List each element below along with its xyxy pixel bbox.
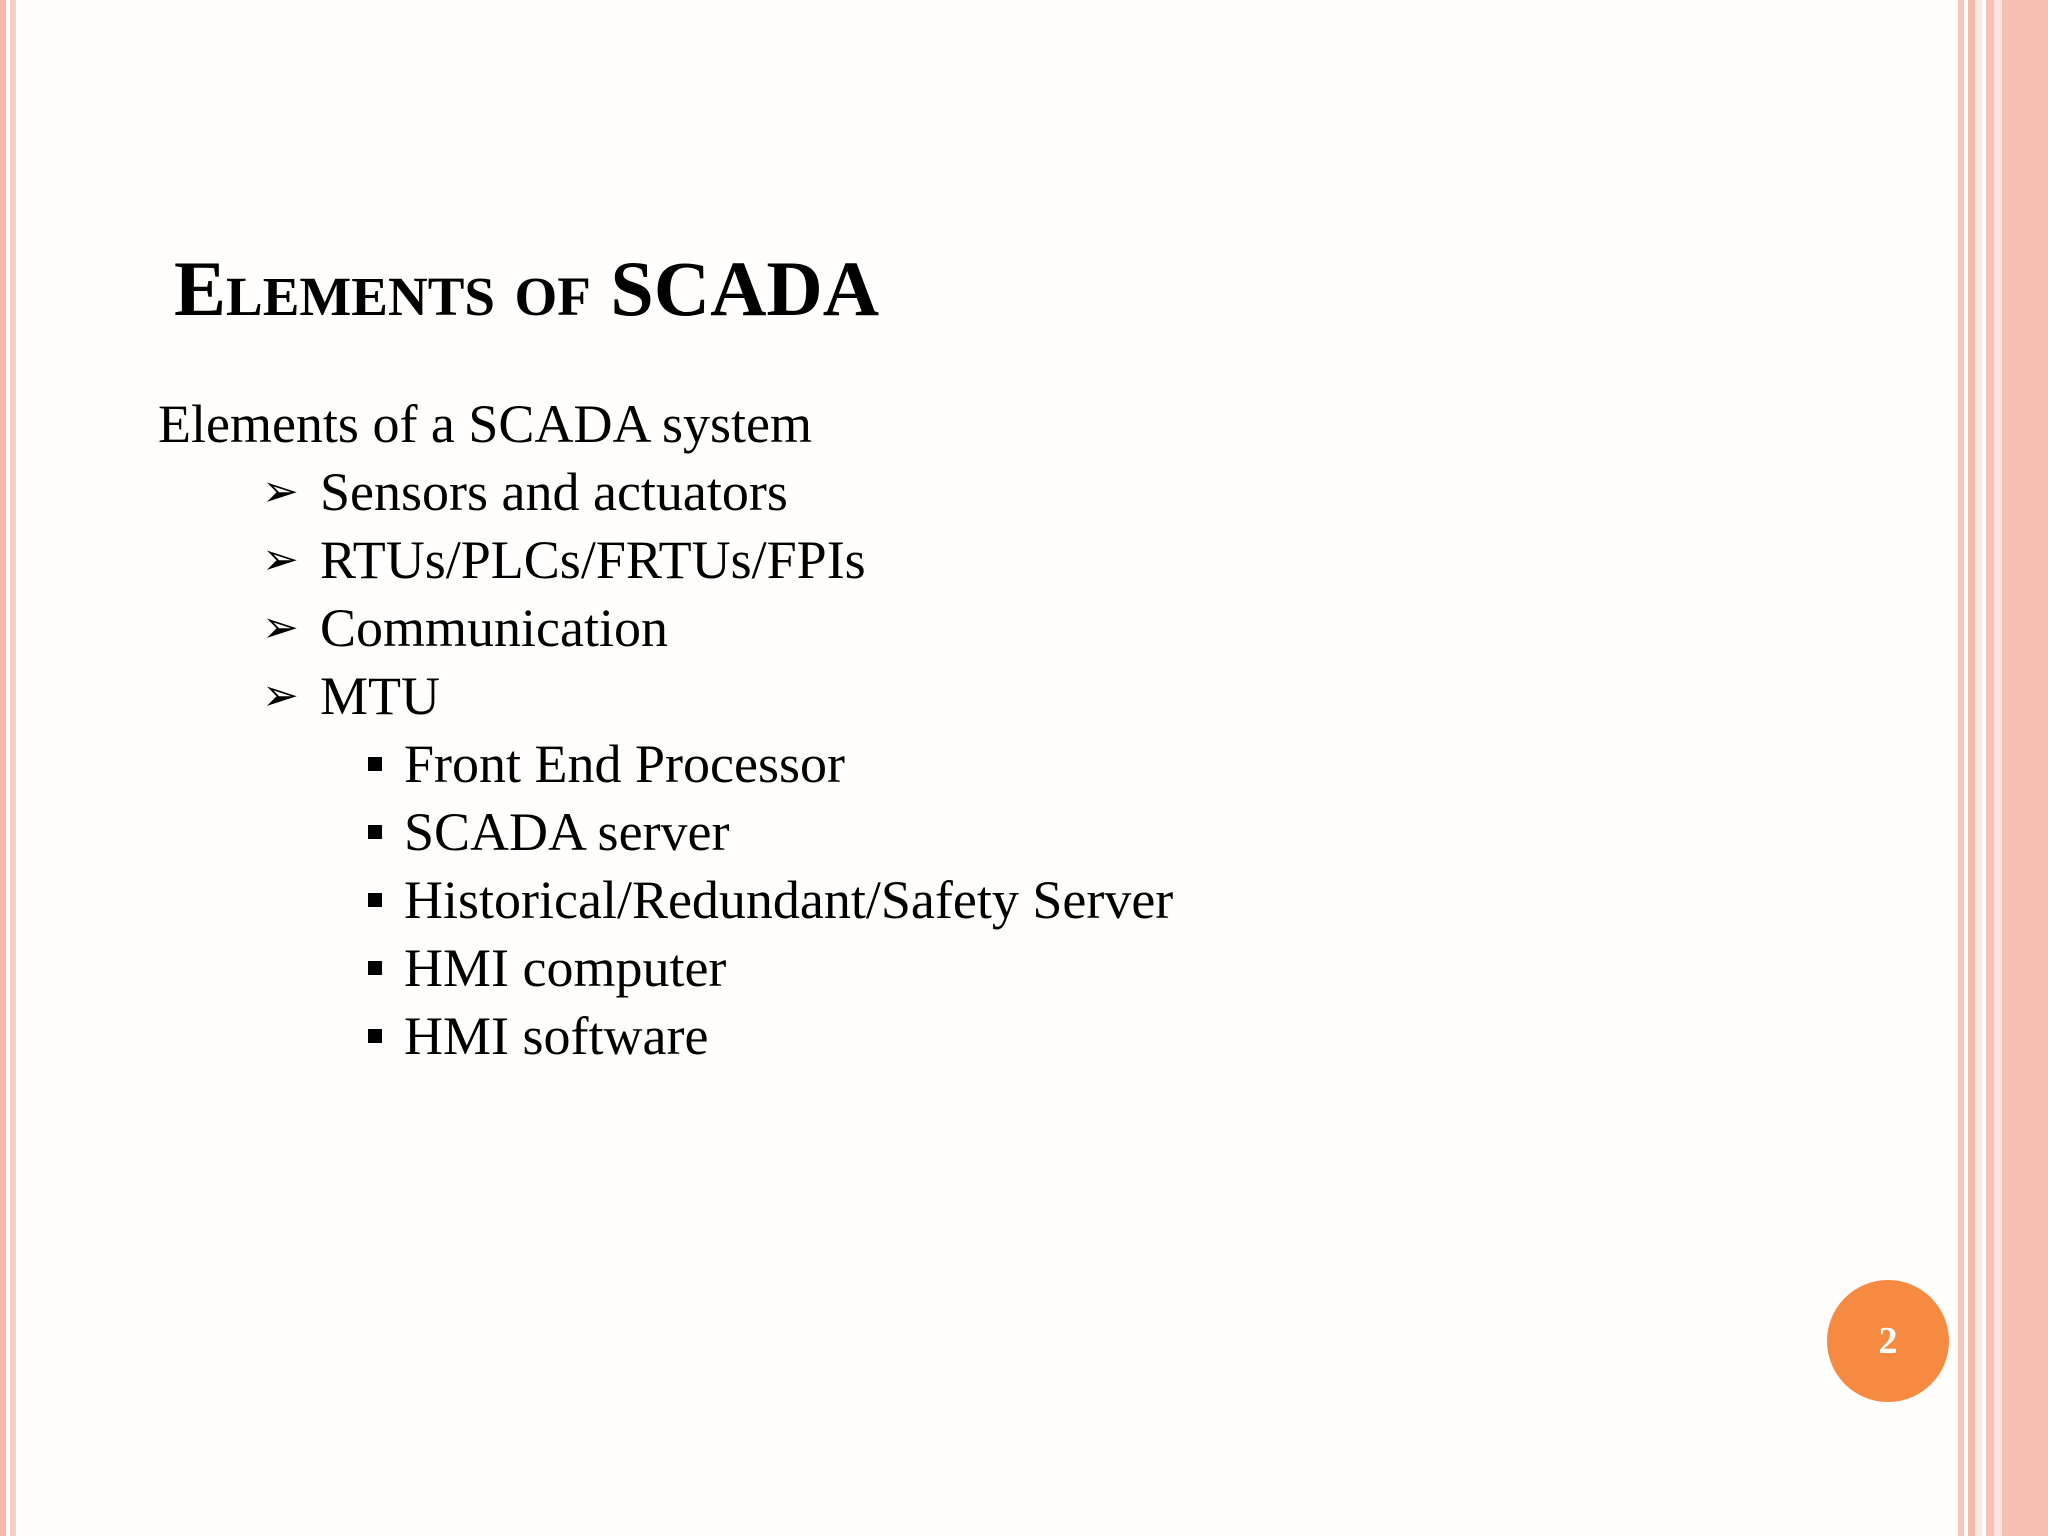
arrowhead-bullet-icon: ➢ [262,602,299,653]
list-item [366,1002,1173,1070]
left-border-inner [10,0,16,1536]
right-stripe [1958,0,1964,1536]
list-item-label: Communication [320,598,668,658]
level1-list [262,458,866,730]
page-number-badge [1827,1280,1949,1402]
right-stripe [2002,0,2048,1536]
list-item [366,934,1173,1002]
list-item-label: RTUs/PLCs/FRTUs/FPIs [320,530,866,590]
right-stripe [1986,0,1994,1536]
square-bullet-icon [368,825,382,839]
list-item-label: SCADA server [404,802,730,862]
list-item-label: Sensors and actuators [320,462,788,522]
list-item [366,730,1173,798]
list-item [262,526,866,594]
right-stripe [1975,0,1982,1536]
list-item-label: HMI computer [404,938,727,998]
square-bullet-icon [368,757,382,771]
slide-title: Elements of SCADA [174,245,880,332]
square-bullet-icon [368,1029,382,1043]
list-item [262,662,866,730]
right-stripe [1994,0,2002,1536]
right-stripe [1968,0,1975,1536]
level2-list [366,730,1173,1070]
page-number: 2 [1878,1320,1898,1362]
arrowhead-bullet-icon: ➢ [262,670,299,721]
square-bullet-icon [368,961,382,975]
list-item-label: MTU [320,666,440,726]
intro-text: Elements of a SCADA system [158,394,812,454]
left-border-outer [0,0,6,1536]
list-item [366,866,1173,934]
list-item [262,594,866,662]
arrowhead-bullet-icon: ➢ [262,534,299,585]
list-item-label: Front End Processor [404,734,845,794]
arrowhead-bullet-icon: ➢ [262,466,299,517]
list-item [262,458,866,526]
square-bullet-icon [368,893,382,907]
list-item [366,798,1173,866]
list-item-label: Historical/Redundant/Safety Server [404,870,1174,930]
list-item-label: HMI software [404,1006,709,1066]
